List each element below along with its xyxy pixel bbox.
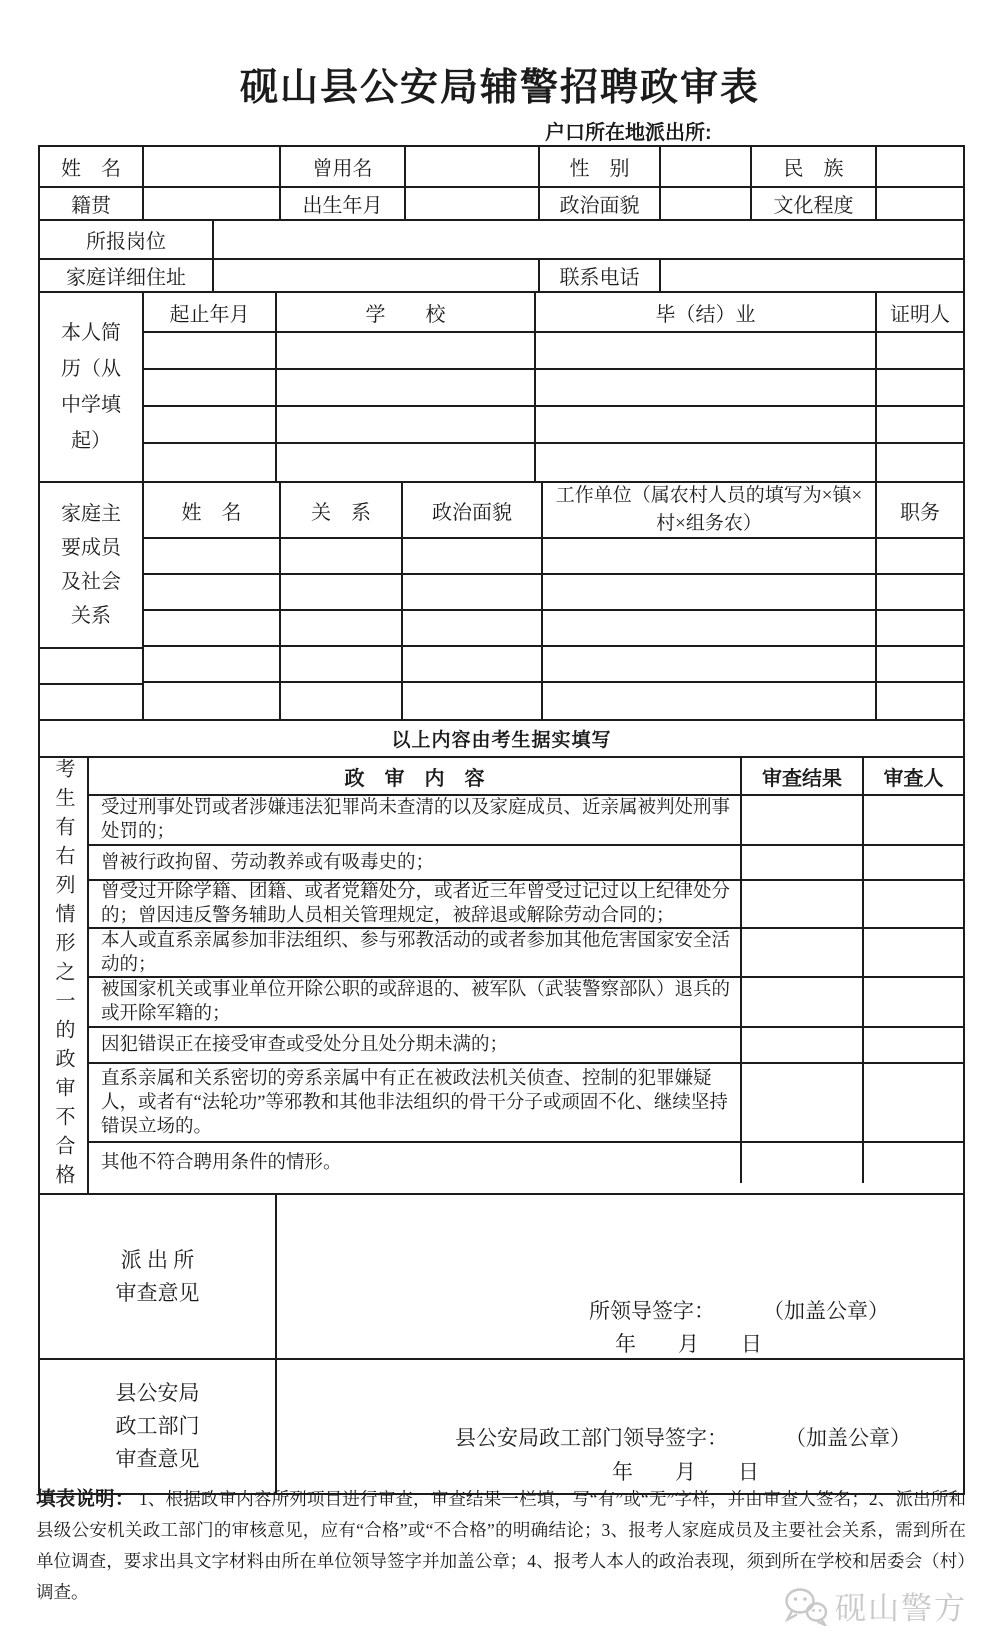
review-item-row [89,1064,963,1143]
name-label: 姓 名 [40,147,144,186]
review-reviewer-cell[interactable] [864,1143,963,1183]
family-blank-row [144,575,963,611]
review-reviewer-cell[interactable] [864,978,963,1026]
review-reviewer-cell[interactable] [864,1028,963,1062]
family-input-cell[interactable] [403,611,543,645]
family-input-cell[interactable] [281,539,403,573]
family-input-cell[interactable] [281,683,403,719]
review-result-cell[interactable] [742,1028,864,1062]
family-blank-row [144,539,963,575]
family-input-cell[interactable] [877,611,963,645]
review-reviewer-cell[interactable] [864,796,963,844]
resume-input-cell[interactable] [877,370,963,405]
bureau-opinion-section [40,1360,963,1493]
family-col-workunit: 工作单位（属农村人员的填写为×镇×村×组务农） [543,483,877,537]
review-result-cell[interactable] [742,1143,864,1183]
gender-input-cell[interactable] [661,147,752,186]
birth-date-label: 出生年月 [281,188,406,219]
review-result-cell[interactable] [742,846,864,879]
review-result-cell[interactable] [742,796,864,844]
family-side-blank-cell[interactable] [40,683,142,719]
resume-blank-row [144,370,963,407]
station-opinion-label [40,1195,277,1358]
family-input-cell[interactable] [403,539,543,573]
station-opinion-area[interactable] [277,1195,963,1358]
review-item-text: 本人或直系亲属参加非法组织、参与邪教活动的或者参加其他危害国家安全活动的； [89,929,742,976]
education-input-cell[interactable] [877,188,963,219]
family-input-cell[interactable] [543,575,877,609]
resume-col-school: 学 校 [277,293,536,331]
resume-blank-row [144,407,963,444]
review-reviewer-cell[interactable] [864,1064,963,1141]
review-item-row [89,978,963,1028]
station-date-label: 年 月 日 [615,1332,762,1356]
resume-section [40,293,963,483]
family-input-cell[interactable] [144,539,281,573]
family-blank-row [144,683,963,719]
bureau-leader-sign-label: 县公安局政工部门领导签字： [455,1426,728,1450]
family-input-cell[interactable] [144,683,281,719]
bureau-opinion-label-line2: 政工部门 [115,1414,200,1438]
review-section [40,758,963,1195]
form-title: 砚山县公安局辅警招聘政审表 [239,67,760,109]
family-col-political: 政治面貌 [403,483,543,537]
family-input-cell[interactable] [144,647,281,681]
review-col-result: 审查结果 [742,758,864,794]
review-reviewer-cell[interactable] [864,846,963,879]
political-status-label: 政治面貌 [540,188,661,219]
resume-col-witness: 证明人 [890,303,950,326]
resume-input-cell[interactable] [277,333,536,368]
review-result-cell[interactable] [742,978,864,1026]
resume-input-cell[interactable] [277,444,536,481]
resume-header-row [144,293,963,333]
police-watermark [783,1583,967,1628]
family-input-cell[interactable] [403,647,543,681]
family-input-cell[interactable] [281,575,403,609]
fill-instructions-label: 填表说明： [36,1488,135,1510]
native-place-input-cell[interactable] [144,188,281,219]
native-place-label: 籍贯 [40,188,144,219]
phone-label: 联系电话 [540,260,661,291]
review-item-text: 曾受过开除学籍、团籍、或者党籍处分，或者近三年曾受过记过以上纪律处分的；曾因违反警务辅助人员相关管理规定，被辞退或解除劳动合同的； [89,881,742,927]
station-leader-sign-label: 所领导签字： [589,1299,715,1323]
resume-input-cell[interactable] [277,370,536,405]
review-result-cell[interactable] [742,929,864,976]
review-reviewer-cell[interactable] [864,881,963,927]
bureau-opinion-area[interactable] [277,1360,963,1493]
resume-input-cell[interactable] [536,333,877,368]
review-item-row [89,1028,963,1064]
wechat-icon [783,1586,829,1626]
family-input-cell[interactable] [403,575,543,609]
birth-date-input-cell[interactable] [406,188,540,219]
resume-input-cell[interactable] [877,407,963,442]
resume-blank-row [144,444,963,481]
review-item-row [89,1143,963,1183]
resume-input-cell[interactable] [877,444,963,481]
bureau-date-label: 年 月 日 [612,1460,759,1484]
bureau-seal-label: （加盖公章） [785,1426,911,1450]
family-input-cell[interactable] [403,683,543,719]
family-section [40,483,963,721]
family-input-cell[interactable] [543,647,877,681]
family-input-cell[interactable] [144,575,281,609]
education-label: 文化程度 [752,188,877,219]
bureau-opinion-label [40,1360,277,1493]
review-item-text: 被国家机关或事业单位开除公职的或辞退的、被军队（武装警察部队）退兵的或开除军籍的； [89,978,742,1026]
review-item-row [89,796,963,846]
bureau-opinion-label-line3: 审查意见 [115,1447,200,1471]
family-input-cell[interactable] [144,611,281,645]
review-item-text: 直系亲属和关系密切的旁系亲属中有正在被政法机关侦查、控制的犯罪嫌疑人，或者有“法轮功”等邪教和其他非法组织的骨干分子或顽固不化、继续坚持错误立场的。 [89,1064,742,1141]
position-row [40,221,963,260]
resume-input-cell[interactable] [536,370,877,405]
basic-row-2 [40,188,963,221]
resume-input-cell[interactable] [877,333,963,368]
resume-input-cell[interactable] [536,444,877,481]
family-input-cell[interactable] [877,647,963,681]
review-reviewer-cell[interactable] [864,929,963,976]
family-side-label: 家庭主要成员及社会关系 [61,503,121,627]
address-row [40,260,963,293]
resume-col-graduation: 毕（结）业 [536,293,877,331]
family-blank-row [144,647,963,683]
fill-instructions-text: 1、根据政审内容所列项目进行审查，审查结果一栏填，写“有”或“无”字样，并由审查人签名；2、派出所和县级公安机关政工部门的审核意见，应有“合格”或“不合格”的明确结论；3、报考人家庭成员及主要社会关系，需到所在单位调查，要求出具文字材料由所在单位领导签字并加盖公章；4、报考人本人的政治表现，须到所在学校和居委会（村）调查。 [36,1489,966,1602]
phone-input-cell[interactable] [661,260,963,291]
gender-label: 性 别 [540,147,661,186]
review-item-text: 受过刑事处罚或者涉嫌违法犯罪尚未查清的以及家庭成员、近亲属被判处刑事处罚的； [89,796,742,844]
family-col-name: 姓 名 [144,483,281,537]
family-input-cell[interactable] [543,539,877,573]
review-item-text: 曾被行政拘留、劳动教养或有吸毒史的； [89,846,742,879]
resume-input-cell[interactable] [144,444,277,481]
review-col-content: 政 审 内 容 [89,758,742,794]
ethnic-input-cell[interactable] [877,147,963,186]
watermark-text: 砚山警方 [835,1591,967,1626]
family-blank-row [144,611,963,647]
family-col-duty: 职务 [900,501,940,524]
family-input-cell[interactable] [281,611,403,645]
review-item-text: 其他不符合聘用条件的情形。 [89,1143,742,1183]
family-input-cell[interactable] [877,575,963,609]
family-input-cell[interactable] [543,683,877,719]
family-input-cell[interactable] [877,539,963,573]
political-status-input-cell[interactable] [661,188,752,219]
position-label: 所报岗位 [40,221,214,258]
family-side-blank-cell[interactable] [40,647,142,683]
review-item-row [89,881,963,929]
family-header-row [144,483,963,539]
address-label: 家庭详细住址 [40,260,214,291]
basic-row-1 [40,147,963,188]
resume-input-cell[interactable] [536,407,877,442]
resume-blank-row [144,333,963,370]
review-side-label: 考生有右列情形之一的政审不合格 [40,758,89,1193]
review-item-row [89,929,963,978]
resume-input-cell[interactable] [144,333,277,368]
form-table [38,145,965,1495]
bureau-opinion-label-line1: 县公安局 [115,1381,200,1405]
household-station-label: 户口所在地派出所: [545,122,712,144]
family-col-relation: 关 系 [281,483,403,537]
review-item-text: 因犯错误正在接受审查或受处分且处分期未满的； [89,1028,742,1062]
review-result-cell[interactable] [742,1064,864,1141]
resume-side-label: 本人简历（从中学填起） [40,293,144,481]
family-input-cell[interactable] [281,647,403,681]
station-opinion-section [40,1195,963,1360]
family-input-cell[interactable] [543,611,877,645]
resume-input-cell[interactable] [144,407,277,442]
review-result-cell[interactable] [742,881,864,927]
review-col-reviewer: 审查人 [883,767,944,790]
station-opinion-label-line1: 派 出 所 [120,1247,195,1272]
resume-input-cell[interactable] [144,370,277,405]
family-input-cell[interactable] [877,683,963,719]
address-input-cell[interactable] [214,260,540,291]
resume-col-duration: 起止年月 [144,293,277,331]
station-seal-label: （加盖公章） [763,1299,889,1323]
station-opinion-label-line2: 审查意见 [115,1280,200,1305]
former-name-input-cell[interactable] [406,147,540,186]
name-input-cell[interactable] [144,147,281,186]
review-header-row [89,758,963,796]
former-name-label: 曾用名 [281,147,406,186]
ethnic-label: 民 族 [752,147,877,186]
resume-input-cell[interactable] [277,407,536,442]
candidate-notice: 以上内容由考生据实填写 [40,721,963,758]
position-input-cell[interactable] [214,221,963,258]
review-item-row [89,846,963,881]
